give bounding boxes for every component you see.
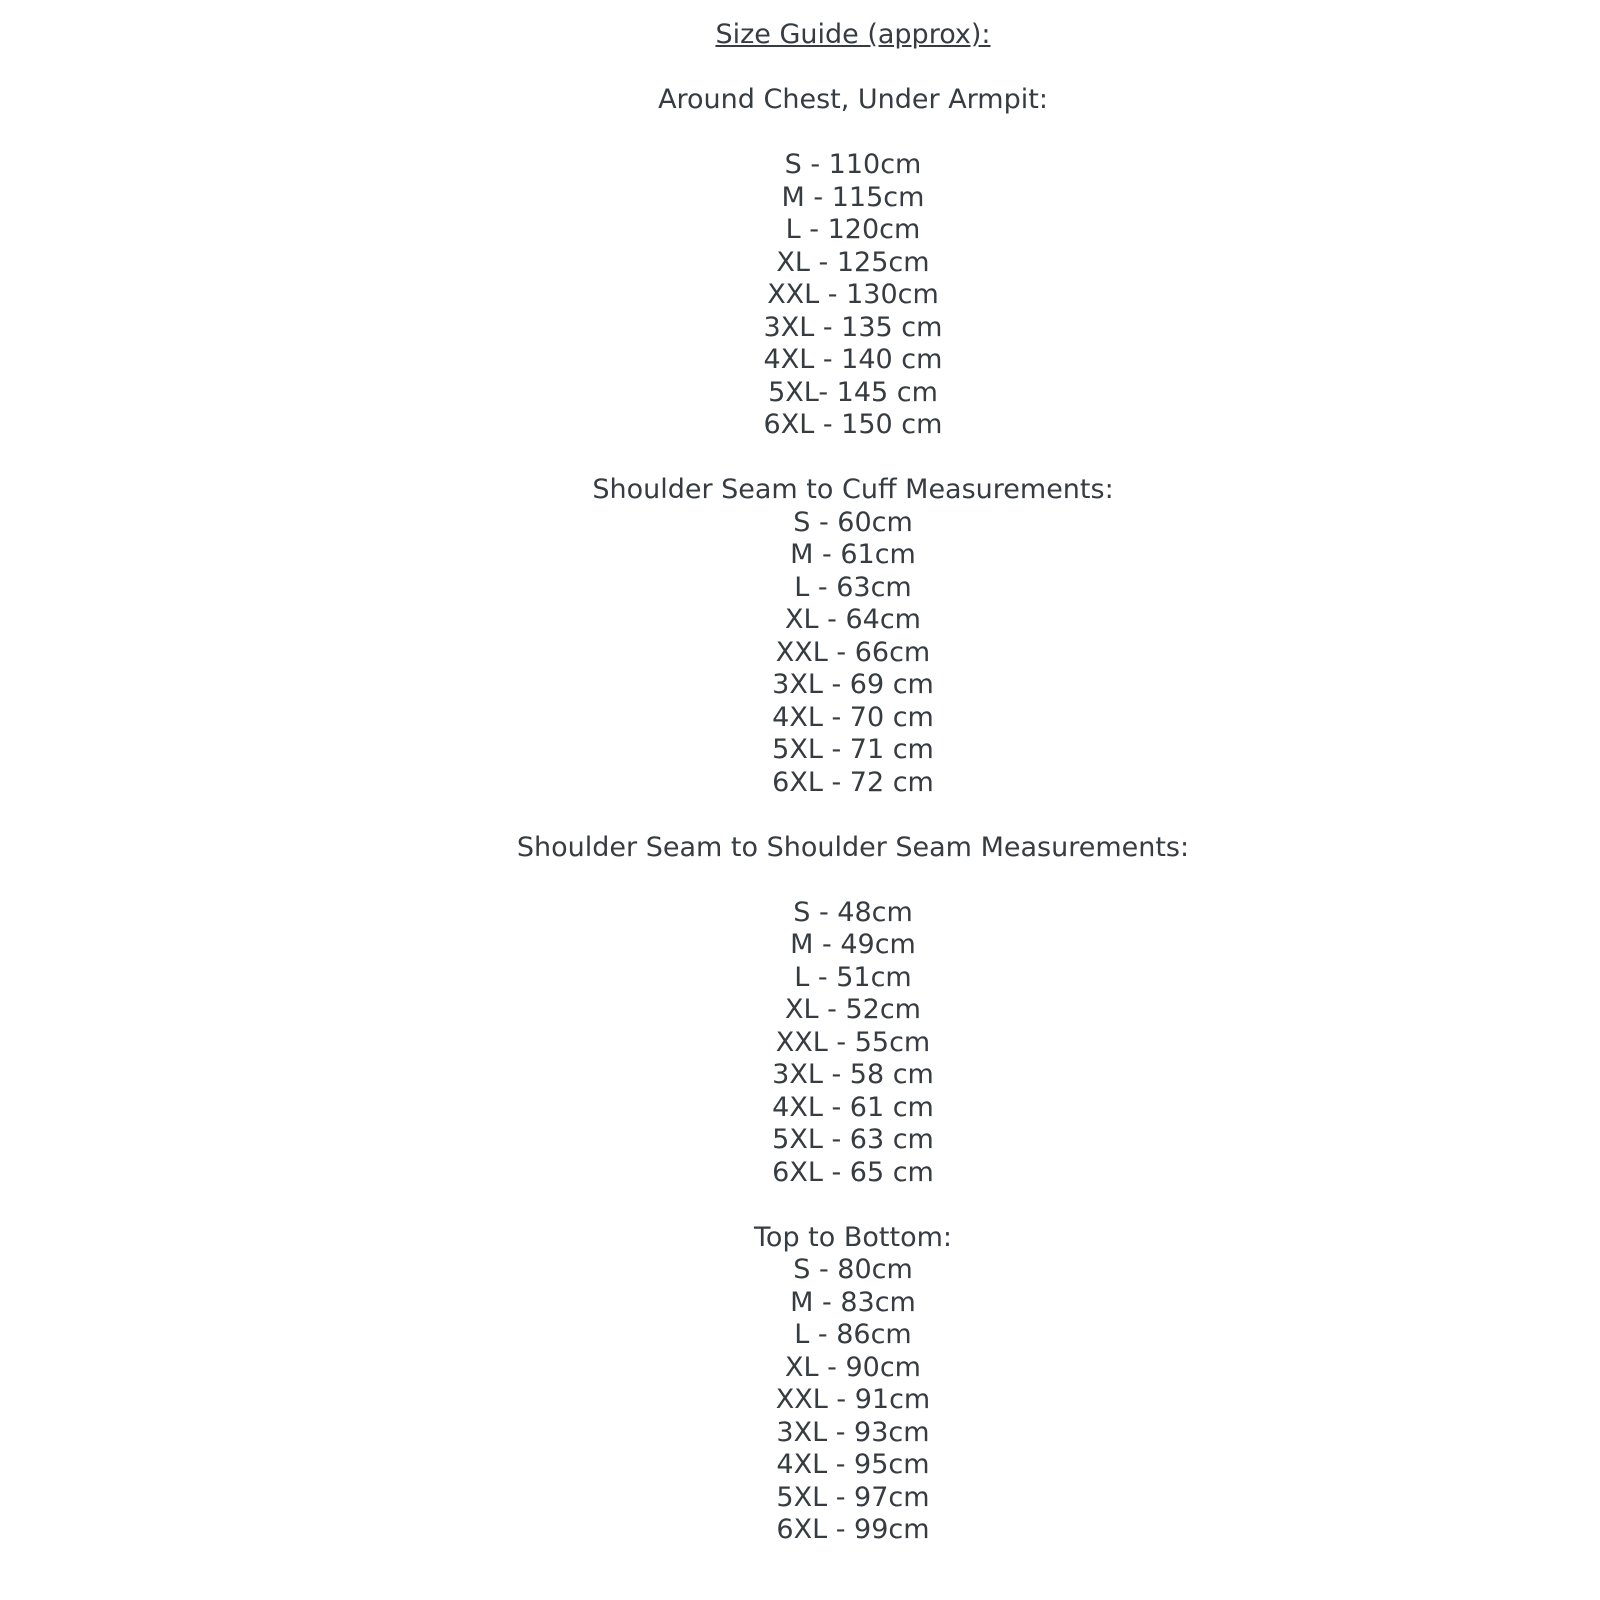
size-measurement: S - 80cm bbox=[793, 1254, 913, 1285]
size-measurement: 3XL - 93cm bbox=[776, 1416, 930, 1448]
size-measurement: 5XL - 71 cm bbox=[772, 734, 934, 765]
section-heading: Shoulder Seam to Shoulder Seam Measurements: bbox=[516, 831, 1190, 863]
size-measurement: 4XL - 61 cm bbox=[772, 1091, 934, 1123]
size-measurement: S - 110cm bbox=[784, 149, 922, 180]
size-section bbox=[106, 1222, 1600, 1547]
size-measurement: 4XL - 70 cm bbox=[772, 701, 934, 733]
size-measurement: L - 51cm bbox=[794, 961, 912, 993]
size-measurement: 6XL - 99cm bbox=[776, 1514, 930, 1545]
section-heading: Around Chest, Under Armpit: bbox=[658, 84, 1048, 115]
size-measurement: XXL - 66cm bbox=[775, 636, 931, 668]
size-measurement: XL - 90cm bbox=[785, 1351, 921, 1383]
size-section bbox=[106, 474, 1600, 799]
page-title: Size Guide (approx): bbox=[715, 19, 991, 50]
size-measurement: XXL - 130cm bbox=[767, 279, 939, 310]
size-measurement: M - 49cm bbox=[790, 929, 916, 960]
size-measurement: XL - 52cm bbox=[785, 994, 921, 1025]
size-measurement: 5XL- 145 cm bbox=[768, 376, 938, 408]
size-measurement: L - 63cm bbox=[794, 571, 912, 603]
size-measurement: L - 120cm bbox=[785, 214, 921, 245]
size-measurement: 6XL - 72 cm bbox=[772, 766, 934, 798]
size-measurement: M - 115cm bbox=[781, 181, 925, 213]
size-measurement: M - 61cm bbox=[790, 539, 916, 570]
sections bbox=[106, 84, 1600, 1547]
size-measurement: 3XL - 58 cm bbox=[772, 1059, 934, 1090]
size-measurement: L - 86cm bbox=[794, 1319, 912, 1350]
size-measurement: XL - 64cm bbox=[785, 604, 921, 635]
section-heading: Top to Bottom: bbox=[754, 1221, 952, 1253]
size-measurement: S - 48cm bbox=[793, 896, 913, 928]
size-measurement: XXL - 91cm bbox=[775, 1384, 931, 1415]
section-heading: Shoulder Seam to Cuff Measurements: bbox=[592, 474, 1114, 505]
blank-line bbox=[106, 117, 1600, 150]
size-section bbox=[106, 84, 1600, 442]
size-measurement: 5XL - 63 cm bbox=[772, 1124, 934, 1155]
size-measurement: 4XL - 140 cm bbox=[763, 344, 943, 375]
size-measurement: 4XL - 95cm bbox=[776, 1449, 930, 1480]
size-measurement: 3XL - 135 cm bbox=[763, 311, 943, 343]
size-measurement: XL - 125cm bbox=[776, 246, 930, 278]
size-measurement: M - 83cm bbox=[790, 1286, 916, 1318]
size-measurement: 5XL - 97cm bbox=[776, 1481, 930, 1513]
size-measurement: 3XL - 69 cm bbox=[772, 669, 934, 700]
size-measurement: 6XL - 65 cm bbox=[772, 1156, 934, 1188]
size-section bbox=[106, 832, 1600, 1190]
size-measurement: 6XL - 150 cm bbox=[763, 409, 943, 440]
size-measurement: S - 60cm bbox=[793, 506, 913, 538]
size-measurement: XXL - 55cm bbox=[775, 1026, 931, 1058]
blank-line bbox=[106, 864, 1600, 897]
